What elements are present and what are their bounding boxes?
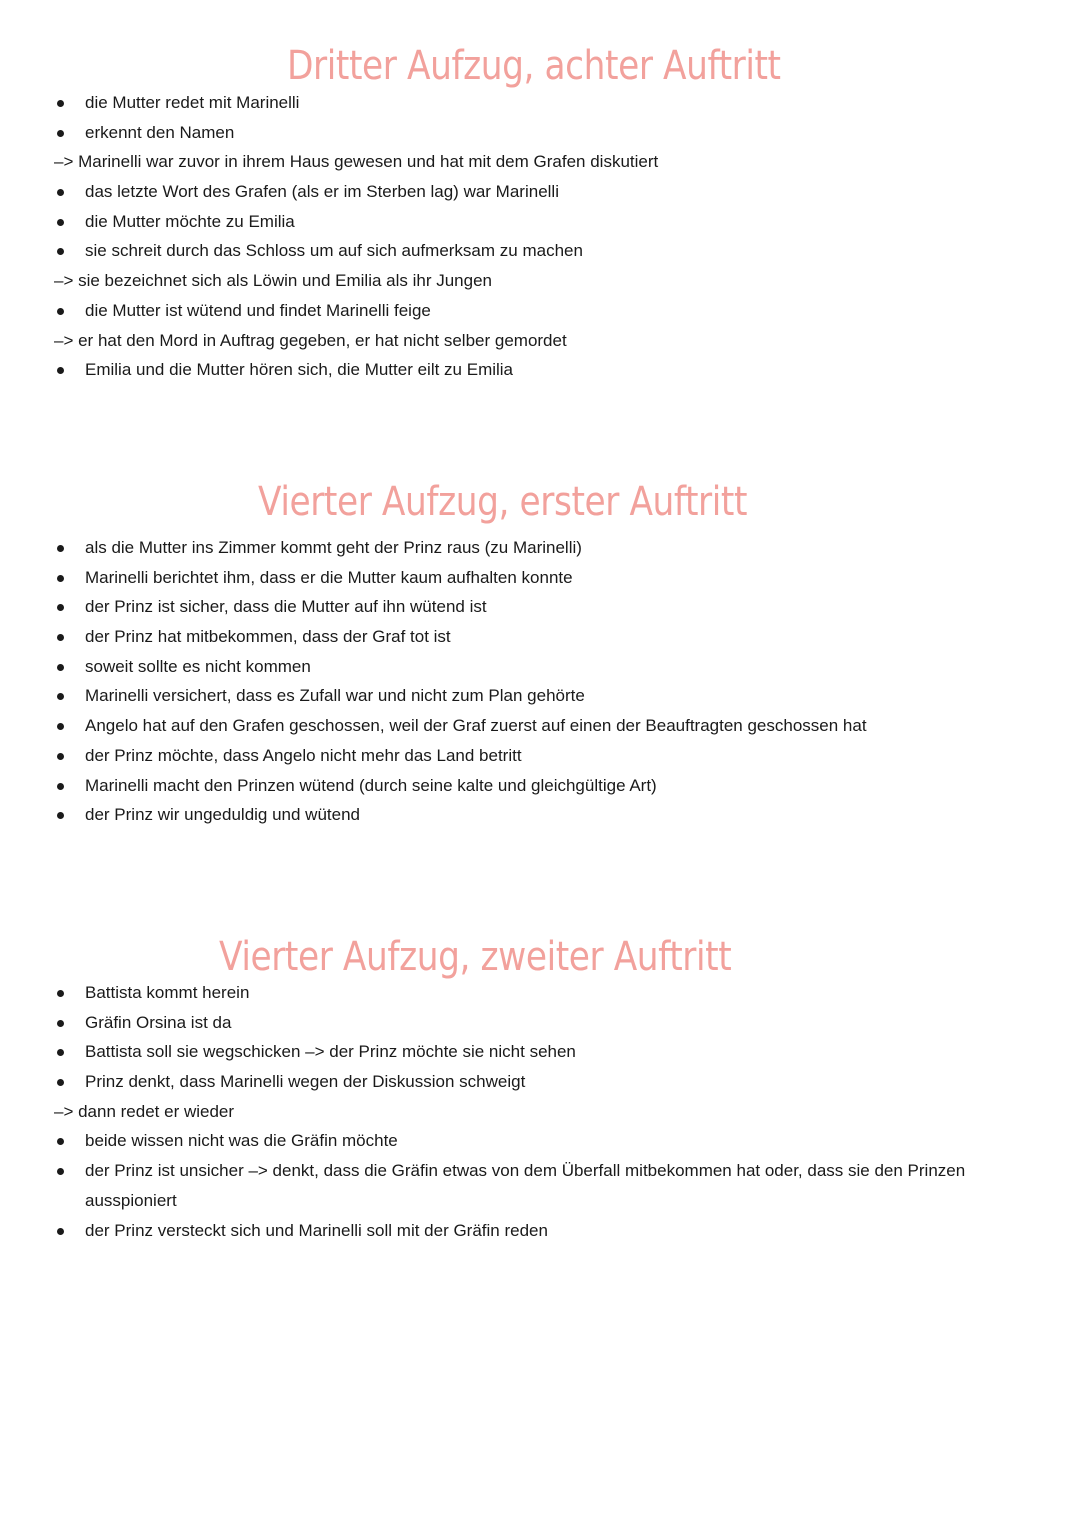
list-item-text: –> sie bezeichnet sich als Löwin und Emilia als ihr Jungen [54,271,492,291]
list-item-text: der Prinz hat mitbekommen, dass der Graf tot ist [85,627,451,647]
list-item [54,177,1034,207]
section-heading: Vierter Aufzug, zweiter Auftritt [219,934,732,980]
list-item-text: ausspioniert [85,1190,177,1210]
list-item [54,296,1034,326]
list-item [54,266,1034,296]
list-item-text: Battista kommt herein [85,983,250,1002]
list-item-text: der Prinz versteckt sich und Marinelli soll mit der Gräfin reden [85,1220,548,1240]
list-item-text: der Prinz möchte, dass Angelo nicht mehr das Land betritt [85,745,522,765]
list-item-text: Angelo hat auf den Grafen geschossen, weil der Graf zuerst auf einen der Beauftragten geschossen hat [85,716,867,736]
list-item-text: die Mutter redet mit Marinelli [85,93,300,112]
list-item-text: das letzte Wort des Grafen (als er im Sterben lag) war Marinelli [85,182,559,202]
list-item [54,1008,1034,1038]
list-item-text: –> er hat den Mord in Auftrag gegeben, er hat nicht selber gemordet [54,330,567,350]
list-item-text: beide wissen nicht was die Gräfin möchte [85,1131,398,1151]
list-item [54,1037,1034,1067]
list-item [54,1186,1034,1216]
list-item [54,1097,1034,1127]
list-item-text: –> Marinelli war zuvor in ihrem Haus gewesen und hat mit dem Grafen diskutiert [54,152,659,172]
list-item [54,1067,1034,1097]
notes-list [54,533,1034,830]
list-item [54,1126,1034,1156]
list-item [54,741,1034,771]
list-item-text: als die Mutter ins Zimmer kommt geht der Prinz raus (zu Marinelli) [85,538,582,557]
list-item [54,711,1034,741]
list-item [54,800,1034,830]
list-item [54,533,1034,563]
list-item-text: –> dann redet er wieder [54,1101,235,1121]
section-heading: Dritter Aufzug, achter Auftritt [287,43,781,89]
list-item [54,1216,1034,1246]
list-item [54,88,1034,118]
notes-list [54,88,1034,385]
list-item [54,563,1034,593]
list-item-text: die Mutter ist wütend und findet Marinelli feige [85,300,431,320]
list-item-text: die Mutter möchte zu Emilia [85,211,295,231]
list-item-text: Prinz denkt, dass Marinelli wegen der Diskussion schweigt [85,1072,526,1092]
list-item [54,592,1034,622]
list-item [54,207,1034,237]
list-item-text: Marinelli versichert, dass es Zufall war und nicht zum Plan gehörte [85,686,585,706]
list-item [54,236,1034,266]
list-item [54,355,1034,385]
list-item [54,1156,1034,1186]
list-item-text: Emilia und die Mutter hören sich, die Mutter eilt zu Emilia [85,360,514,380]
list-item-text: Gräfin Orsina ist da [85,1012,232,1032]
list-item-text: der Prinz ist sicher, dass die Mutter auf ihn wütend ist [85,597,487,617]
list-item [54,771,1034,801]
notes-list [54,978,1034,1245]
list-item-text: der Prinz ist unsicher –> denkt, dass die Gräfin etwas von dem Überfall mitbekommen hat oder, dass sie den Prinzen [85,1161,966,1181]
section-heading: Vierter Aufzug, erster Auftritt [258,479,748,525]
list-item [54,147,1034,177]
list-item-text: Marinelli macht den Prinzen wütend (durch seine kalte und gleichgültige Art) [85,775,657,795]
list-item [54,681,1034,711]
list-item-text: erkennt den Namen [85,122,235,142]
list-item-text: der Prinz wir ungeduldig und wütend [85,805,361,825]
list-item-text: soweit sollte es nicht kommen [85,656,311,676]
list-item [54,118,1034,148]
list-item-text: sie schreit durch das Schloss um auf sich aufmerksam zu machen [85,241,583,261]
list-item [54,652,1034,682]
list-item-text: Marinelli berichtet ihm, dass er die Mutter kaum aufhalten konnte [85,567,573,587]
list-item [54,978,1034,1008]
list-item [54,326,1034,356]
list-item-text: Battista soll sie wegschicken –> der Prinz möchte sie nicht sehen [85,1042,576,1062]
list-item [54,622,1034,652]
